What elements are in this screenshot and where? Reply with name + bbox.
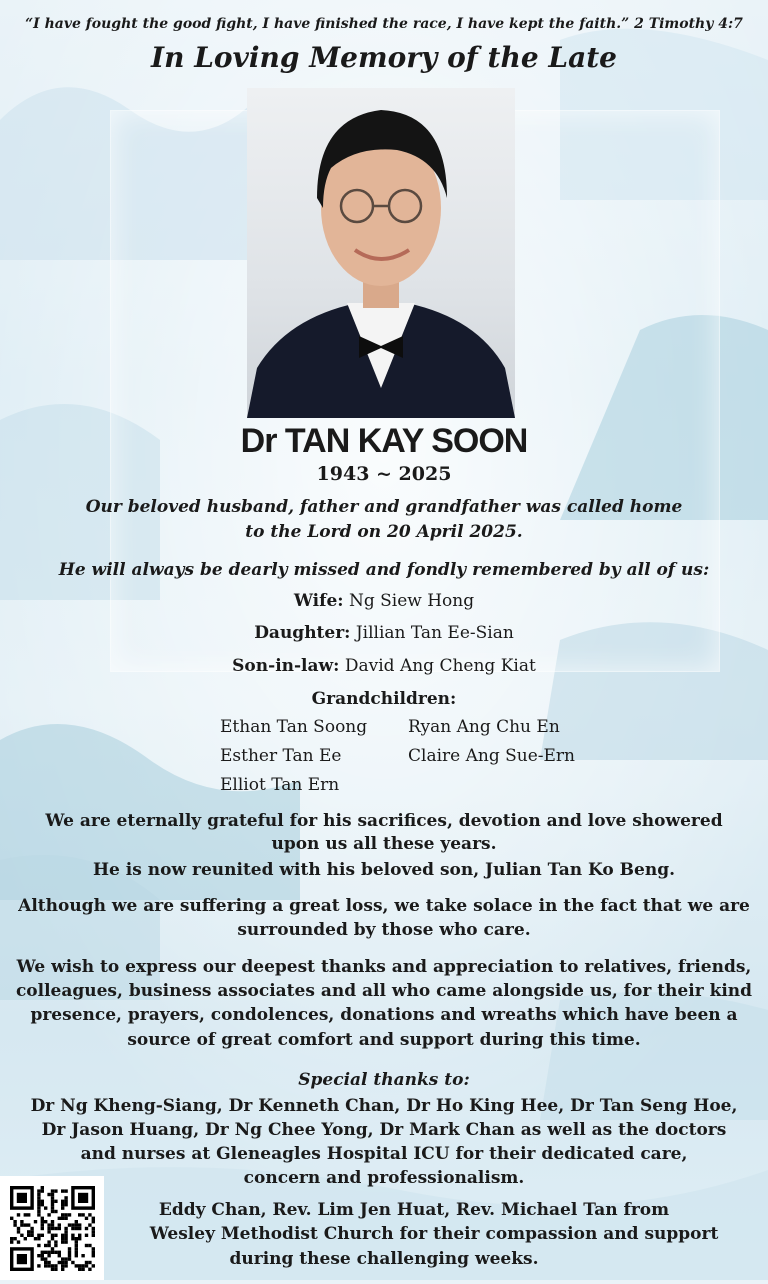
thanks-line-3: presence, prayers, condolences, donations and wreaths which have been a: [30, 1005, 738, 1025]
grateful-line-3: He is now reunited with his beloved son, Julian Tan Ko Beng.: [93, 860, 675, 880]
daughter-name: Jillian Tan Ee-Sian: [355, 623, 514, 643]
wife-name: Ng Siew Hong: [348, 591, 475, 611]
announcement-line-1: Our beloved husband, father and grandfather was called home: [85, 497, 683, 517]
wife-row: [0, 591, 768, 611]
loss-line-1: Although we are suffering a great loss, we take solace in the fact that we are: [18, 896, 750, 916]
bible-verse: “I have fought the good fight, I have finished the race, I have kept the faith.” 2 Timothy 4:7: [25, 16, 743, 32]
life-years: 1943 ~ 2025: [316, 463, 452, 485]
daughter-row: [0, 623, 768, 643]
grandchild-name: Ethan Tan Soong: [220, 717, 368, 737]
wife-label: Wife:: [293, 591, 344, 611]
son-in-law-label: Son-in-law:: [232, 656, 340, 676]
grandchildren-label: Grandchildren:: [311, 689, 457, 709]
thanks-line-2: colleagues, business associates and all who came alongside us, for their kind: [15, 981, 753, 1001]
loss-line-2: surrounded by those who care.: [237, 920, 531, 940]
grandchild-name: Esther Tan Ee: [220, 746, 342, 766]
announcement-line-2: to the Lord on 20 April 2025.: [245, 522, 523, 542]
church-line-2: Wesley Methodist Church for their compassion and support: [149, 1224, 719, 1244]
thanks-line-1: We wish to express our deepest thanks and appreciation to relatives, friends,: [16, 957, 752, 977]
grateful-line-2: upon us all these years.: [271, 834, 497, 854]
notice-title: In Loving Memory of the Late: [151, 41, 617, 74]
doctors-line-4: concern and professionalism.: [243, 1168, 525, 1188]
son-in-law-row: [0, 656, 768, 676]
daughter-label: Daughter:: [254, 623, 351, 643]
grateful-line-1: We are eternally grateful for his sacrifices, devotion and love showered: [45, 811, 723, 831]
deceased-name: Dr TAN KAY SOON: [240, 422, 528, 460]
remembered-line: He will always be dearly missed and fondly remembered by all of us:: [58, 560, 710, 580]
doctors-line-3: and nurses at Gleneagles Hospital ICU for their dedicated care,: [80, 1144, 688, 1164]
grandchild-name: Claire Ang Sue-Ern: [408, 746, 576, 766]
qr-code-pattern: [0, 1176, 104, 1280]
thanks-line-4: source of great comfort and support during this time.: [127, 1030, 641, 1050]
grandchildren-row: [0, 689, 768, 709]
son-in-law-name: David Ang Cheng Kiat: [344, 656, 536, 676]
grandchild-name: Elliot Tan Ern: [220, 775, 340, 795]
doctors-line-2: Dr Jason Huang, Dr Ng Chee Yong, Dr Mark Chan as well as the doctors: [41, 1120, 727, 1140]
doctors-line-1: Dr Ng Kheng-Siang, Dr Kenneth Chan, Dr Ho King Hee, Dr Tan Seng Hoe,: [30, 1096, 738, 1116]
church-line-1: Eddy Chan, Rev. Lim Jen Huat, Rev. Michael Tan from: [158, 1200, 670, 1220]
qr-code[interactable]: [0, 1176, 104, 1280]
portrait-photo: [247, 88, 515, 418]
grandchild-name: Ryan Ang Chu En: [408, 717, 560, 737]
church-line-3: during these challenging weeks.: [229, 1249, 539, 1269]
special-thanks-label: Special thanks to:: [298, 1070, 470, 1090]
portrait-illustration: [247, 88, 515, 418]
